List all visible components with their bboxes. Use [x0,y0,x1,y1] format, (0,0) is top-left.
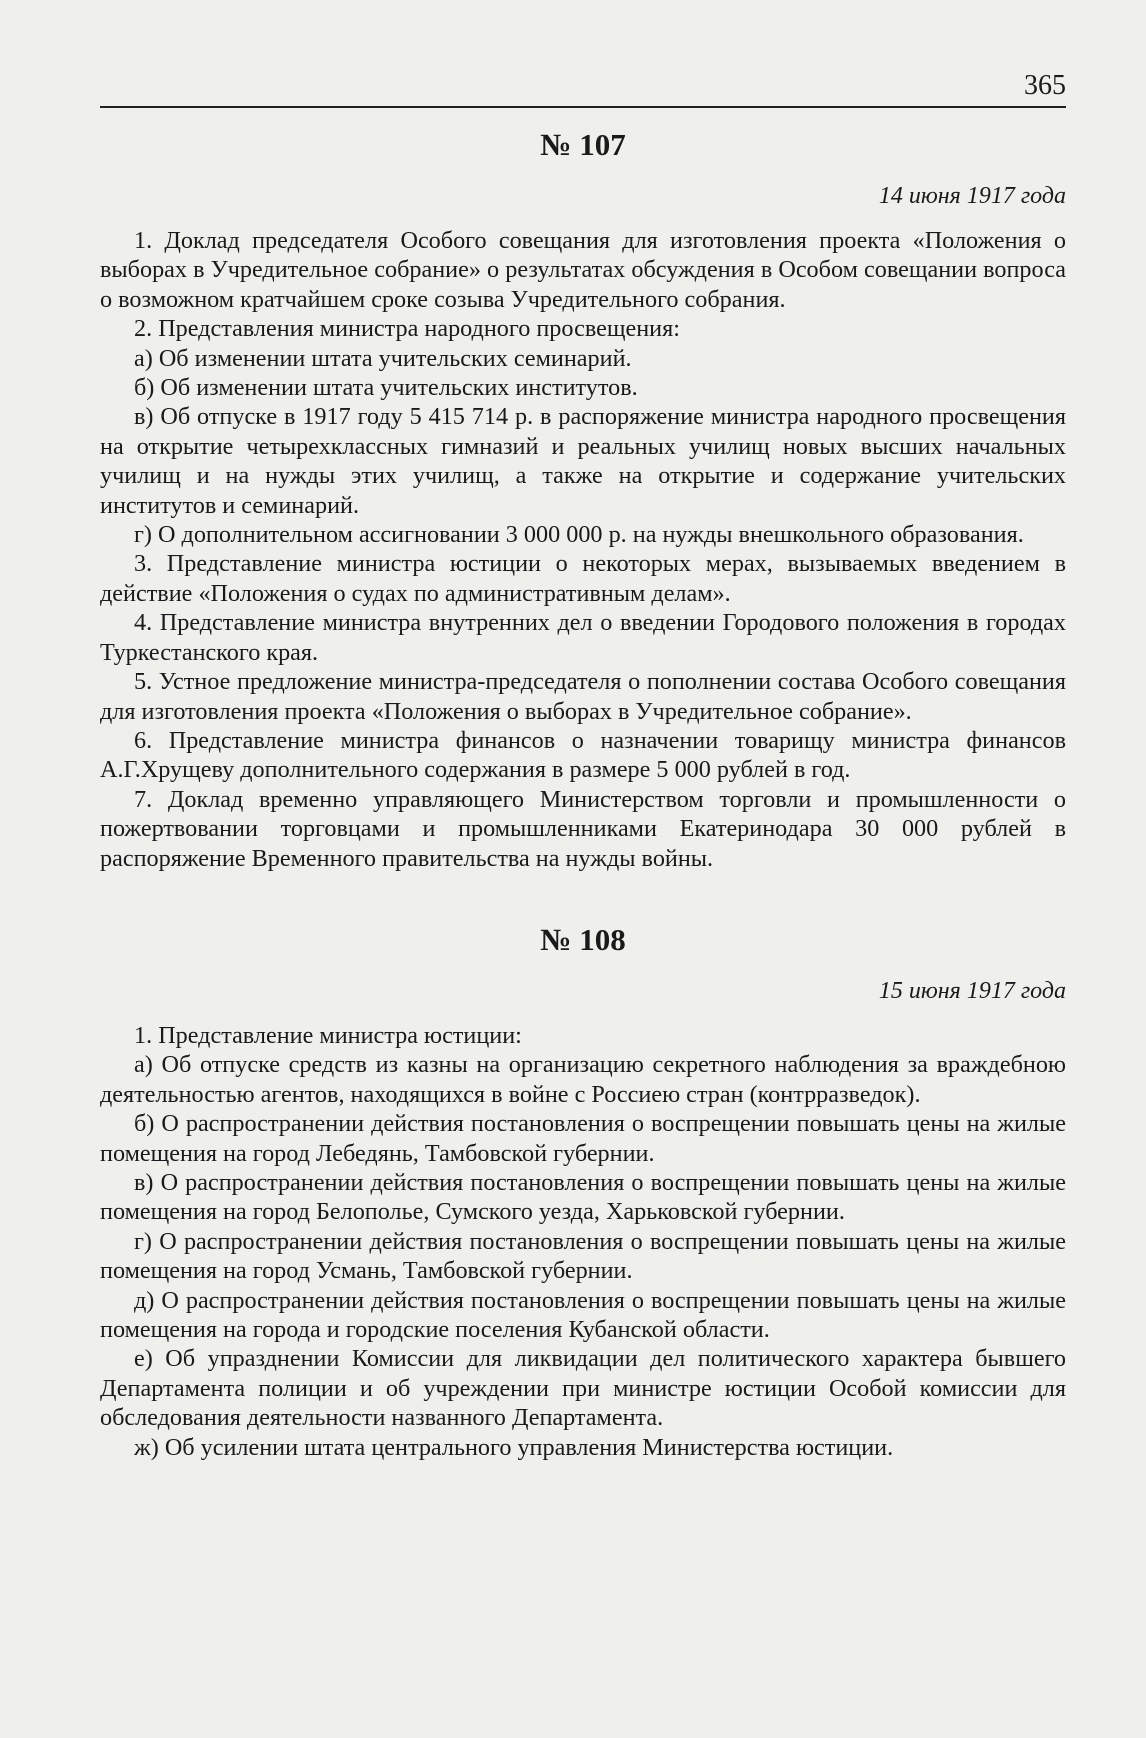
agenda-subitem: е) Об упразднении Комиссии для ликвидации дел политического характера бывшего Департамента полиции и об учреждении при министре юстиции Особой комиссии для обследования деятельности названного Департамента. [100,1345,1066,1432]
agenda-subitem: б) Об изменении штата учительских институтов. [134,374,638,402]
agenda-item: 3. Представление министра юстиции о некоторых мерах, вызываемых введением в действие «Положения о судах по административным делам». [100,550,1066,607]
document-108 [100,923,1066,1462]
agenda-item: 2. Представления министра народного просвещения: [134,315,680,343]
agenda-item: 1. Представление министра юстиции: [134,1021,522,1049]
agenda-subitem: г) О распространении действия постановления о воспрещении повышать цены на жилые помещения на город Усмань, Тамбовской губернии. [100,1227,1066,1285]
document-number: № 108 [540,921,626,957]
document-date: 14 июня 1917 года [878,183,1066,209]
agenda-item: 5. Устное предложение министра-председателя о пополнении состава Особого совещания для изготовления проекта «Положения о выборах в Учредительное собрание». [100,668,1066,725]
agenda-subitem: д) О распространении действия постановления о воспрещении повышать цены на жилые помещения на города и городские поселения Кубанской области. [100,1286,1066,1343]
agenda-subitem: а) Об отпуске средств из казны на организацию секретного наблюдения за враждебною деятельностью агентов, находящихся в войне с Россиею стран (контрразведок). [100,1051,1066,1108]
agenda-item: 4. Представление министра внутренних дел о введении Городового положения в городах Туркестанского края. [100,609,1066,666]
document-date: 15 июня 1917 года [878,977,1066,1004]
document-107 [100,128,1066,873]
agenda-subitem: а) Об изменении штата учительских семинарий. [134,344,632,372]
agenda-subitem: г) О дополнительном ассигновании 3 000 000 р. на нужды внешкольного образования. [134,521,1024,549]
agenda-item: 6. Представление министра финансов о назначении товарищу министра финансов А.Г.Хрущеву дополнительного содержания в размере 5 000 рублей в год. [100,726,1066,784]
agenda-subitem: ж) Об усилении штата центрального управления Министерства юстиции. [134,1433,894,1461]
section-gap [100,873,1066,923]
page-number: 365 [1024,70,1066,101]
page-content [100,128,1066,1462]
agenda-subitem: в) О распространении действия постановления о воспрещении повышать цены на жилые помещения на город Белополье, Сумского уезда, Харьковской губернии. [100,1168,1066,1226]
agenda-subitem: в) Об отпуске в 1917 году 5 415 714 р. в распоряжение министра народного просвещения на открытие четырехклассных гимназий и реальных училищ новых высших начальных училищ и на нужды этих училищ, а также на открытие и содержание учительских институтов и семинарий. [100,403,1066,519]
agenda-subitem: б) О распространении действия постановления о воспрещении повышать цены на жилые помещения на город Лебедянь, Тамбовской губернии. [100,1110,1066,1167]
document-number: № 107 [540,127,626,162]
agenda-item: 7. Доклад временно управляющего Министерством торговли и промышленности о пожертвовании торговцами и промышленниками Екатеринодара 30 000 рублей в распоряжение Временного правительства на нужды войны. [100,785,1066,872]
agenda-item: 1. Доклад председателя Особого совещания для изготовления проекта «Положения о выборах в Учредительное собрание» о результатах обсуждения в Особом совещании вопроса о возможном кратчайшем сроке созыва Учредительного собрания. [100,227,1066,313]
page-header [100,58,1066,108]
